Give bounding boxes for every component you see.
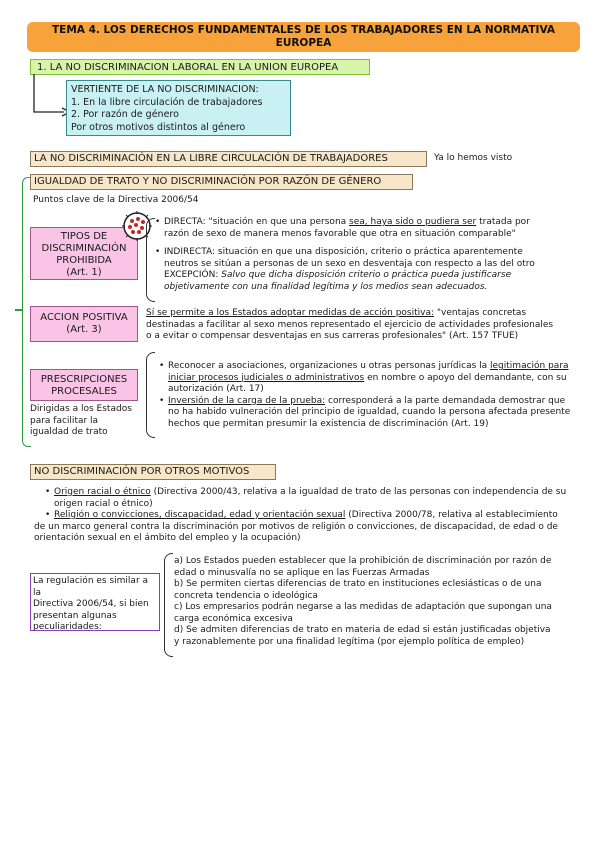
legitimacion-pre: Reconocer a asociaciones, organizaciones u otras personas jurídicas la bbox=[168, 361, 491, 371]
directa-item bbox=[164, 217, 584, 240]
accion-content bbox=[146, 308, 586, 343]
legitimacion-line3: autorización (Art. 17) bbox=[168, 384, 264, 394]
religion-item bbox=[54, 510, 584, 522]
peculiaridades-content bbox=[174, 556, 586, 648]
peculiaridades-brace bbox=[164, 553, 173, 657]
regulacion-l3: presentan algunas bbox=[33, 610, 117, 621]
tipos-l4: (Art. 1) bbox=[66, 267, 102, 278]
religion-line3: orientación sexual en el ámbito del empleo y la ocupación) bbox=[34, 533, 301, 543]
excepcion-line1: Salvo que dicha disposición criterio o práctica pueda justificarse bbox=[221, 270, 512, 280]
legitimacion-u2: iniciar procesos judiciales o administrativos bbox=[168, 372, 365, 383]
indirecta-line1: • INDIRECTA: situación en que una disposición, criterio o práctica aparentemente bbox=[164, 247, 523, 257]
title-line1: TEMA 4. LOS DERECHOS FUNDAMENTALES DE LOS TRABAJADORES EN LA NORMATIVA bbox=[52, 24, 555, 36]
igualdad-box bbox=[30, 174, 413, 190]
pec-b2: concreta tendencia o ideológica bbox=[174, 590, 318, 601]
origen-item bbox=[54, 487, 584, 510]
religion-line2: de un marco general contra la discriminación por motivos de religión o convicciones, de discapacidad, de edad o de bbox=[34, 521, 558, 532]
prescripciones-box bbox=[30, 369, 138, 401]
regulacion-l2: Directiva 2006/54, si bien bbox=[33, 599, 149, 609]
pec-b1: b) Se permiten ciertas diferencias de trato en instituciones eclesiásticas o de una bbox=[174, 579, 542, 589]
section1-box bbox=[30, 59, 370, 75]
pec-a2: edad o minusvalía no se aplique en las Fuerzas Armadas bbox=[174, 567, 430, 578]
inversion-item bbox=[168, 396, 586, 431]
prescripciones-l1: PRESCRIPCIONES bbox=[40, 374, 128, 385]
inversion-rest1: corresponderá a la parte demandada demostrar que bbox=[325, 395, 566, 406]
vertientes-item3: Por otros motivos distintos al género bbox=[71, 121, 246, 133]
directa-line2: razón de sexo de manera menos favorable que otra en situación comparable" bbox=[164, 228, 516, 239]
pec-d1: d) Se admiten diferencias de trato en materia de edad si están justificadas objetiva bbox=[174, 625, 551, 635]
pec-d2: y razonablemente por una finalidad legítima (por ejemplo política de empleo) bbox=[174, 636, 525, 647]
accion-underlined: Sí se permite a los Estados adoptar medidas de acción positiva: bbox=[146, 308, 435, 318]
regulacion-l1: La regulación es similar a la bbox=[33, 576, 149, 598]
tipos-content bbox=[154, 217, 584, 293]
libre-circulacion-note: Ya lo hemos visto bbox=[434, 153, 513, 163]
origen-rest1: (Directiva 2000/43, relativa a la igualdad de trato de las personas con independencia de su bbox=[150, 487, 567, 497]
accion-l2: (Art. 3) bbox=[66, 324, 102, 335]
tipos-l1: TIPOS DE bbox=[60, 231, 108, 242]
legitimacion-u1: legitimación para bbox=[490, 361, 569, 371]
pec-c1: c) Los empresarios podrán negarse a las medidas de adaptación que supongan una bbox=[174, 602, 552, 612]
prescripciones-l2: PROCESALES bbox=[51, 386, 117, 397]
prescripciones-content bbox=[158, 361, 586, 430]
prescripciones-brace bbox=[146, 352, 155, 438]
accion-line3: o a evitar o compensar desventajas en sus carreras profesionales" (Art. 157 TFUE) bbox=[146, 331, 519, 341]
legitimacion-rest2: en nombre o apoyo del demandante, con su bbox=[364, 372, 567, 383]
indirecta-item bbox=[164, 247, 584, 293]
origen-underlined: Origen racial o étnico bbox=[54, 487, 151, 497]
prescripciones-caption bbox=[30, 404, 145, 439]
excepcion-line2: objetivamente con una finalidad legítima y los medios sean adecuados. bbox=[164, 281, 488, 292]
otros-box bbox=[30, 464, 276, 480]
inversion-line3: hechos que permitan presumir la existencia de discriminación (Art. 19) bbox=[168, 418, 489, 429]
brace-tip bbox=[15, 309, 23, 311]
regulacion-l4: peculiaridades: bbox=[33, 622, 102, 632]
prescripciones-caption1: Dirigidas a los Estados bbox=[30, 404, 132, 414]
libre-circulacion-box bbox=[30, 151, 427, 167]
libre-circulacion-label: LA NO DISCRIMINACIÓN EN LA LIBRE CIRCULACIÓN DE TRABAJADORES bbox=[34, 153, 388, 164]
tipos-l2: DISCRIMINACIÓN bbox=[41, 243, 127, 254]
accion-box bbox=[30, 306, 138, 342]
regulacion-box bbox=[30, 573, 160, 631]
accion-line1-rest: "ventajas concretas bbox=[434, 308, 527, 318]
otros-label: NO DISCRIMINACIÓN POR OTROS MOTIVOS bbox=[34, 466, 250, 477]
igualdad-label: IGUALDAD DE TRATO Y NO DISCRIMINACIÓN POR RAZÓN DE GÉNERO bbox=[34, 176, 382, 187]
vertientes-box bbox=[66, 80, 291, 136]
vertientes-item2: 2. Por razón de género bbox=[71, 109, 179, 120]
directa-pre: DIRECTA: "situación en que una persona bbox=[164, 217, 350, 227]
puntos-clave: Puntos clave de la Directiva 2006/54 bbox=[33, 195, 199, 205]
accion-line2: destinadas a facilitar al sexo menos representado el ejercicio de actividades profesionales bbox=[146, 319, 554, 330]
religion-rest1: (Directiva 2000/78, relativa al establecimiento bbox=[345, 510, 558, 520]
religion-underlined: Religión o convicciones, discapacidad, edad y orientación sexual bbox=[54, 510, 346, 520]
excepcion-label: EXCEPCIÓN: bbox=[164, 270, 222, 280]
directa-post: tratada por bbox=[476, 217, 530, 227]
vertientes-title: VERTIENTE DE LA NO DISCRIMINACION: bbox=[71, 84, 259, 95]
accion-l1: ACCION POSITIVA bbox=[40, 312, 128, 323]
inversion-underlined: Inversión de la carga de la prueba: bbox=[168, 395, 326, 406]
origen-line2: origen racial o étnico) bbox=[54, 498, 153, 509]
pec-a1: a) Los Estados pueden establecer que la prohibición de discriminación por razón de bbox=[174, 556, 552, 566]
tipos-l3: PROHIBIDA bbox=[56, 255, 112, 266]
prescripciones-caption2: para facilitar la bbox=[30, 415, 99, 426]
indirecta-line2: neutros se sitúan a personas de un sexo en desventaja con respecto a las del otro bbox=[164, 258, 535, 269]
otros-content bbox=[34, 487, 584, 545]
pec-c2: carga económica excesiva bbox=[174, 613, 293, 624]
directa-underlined: sea, haya sido o pudiera ser bbox=[349, 217, 477, 227]
section1-label: 1. LA NO DISCRIMINACION LABORAL EN LA UNION EUROPEA bbox=[37, 62, 339, 73]
inversion-line2: no ha habido vulneración del principio de igualdad, cuando la persona afectada presente bbox=[168, 407, 571, 417]
title-line2: EUROPEA bbox=[275, 37, 332, 49]
page-title bbox=[27, 22, 580, 52]
vertientes-item1: 1. En la libre circulación de trabajadores bbox=[71, 96, 263, 108]
legitimacion-item bbox=[168, 361, 586, 396]
prescripciones-caption3: igualdad de trato bbox=[30, 427, 108, 437]
